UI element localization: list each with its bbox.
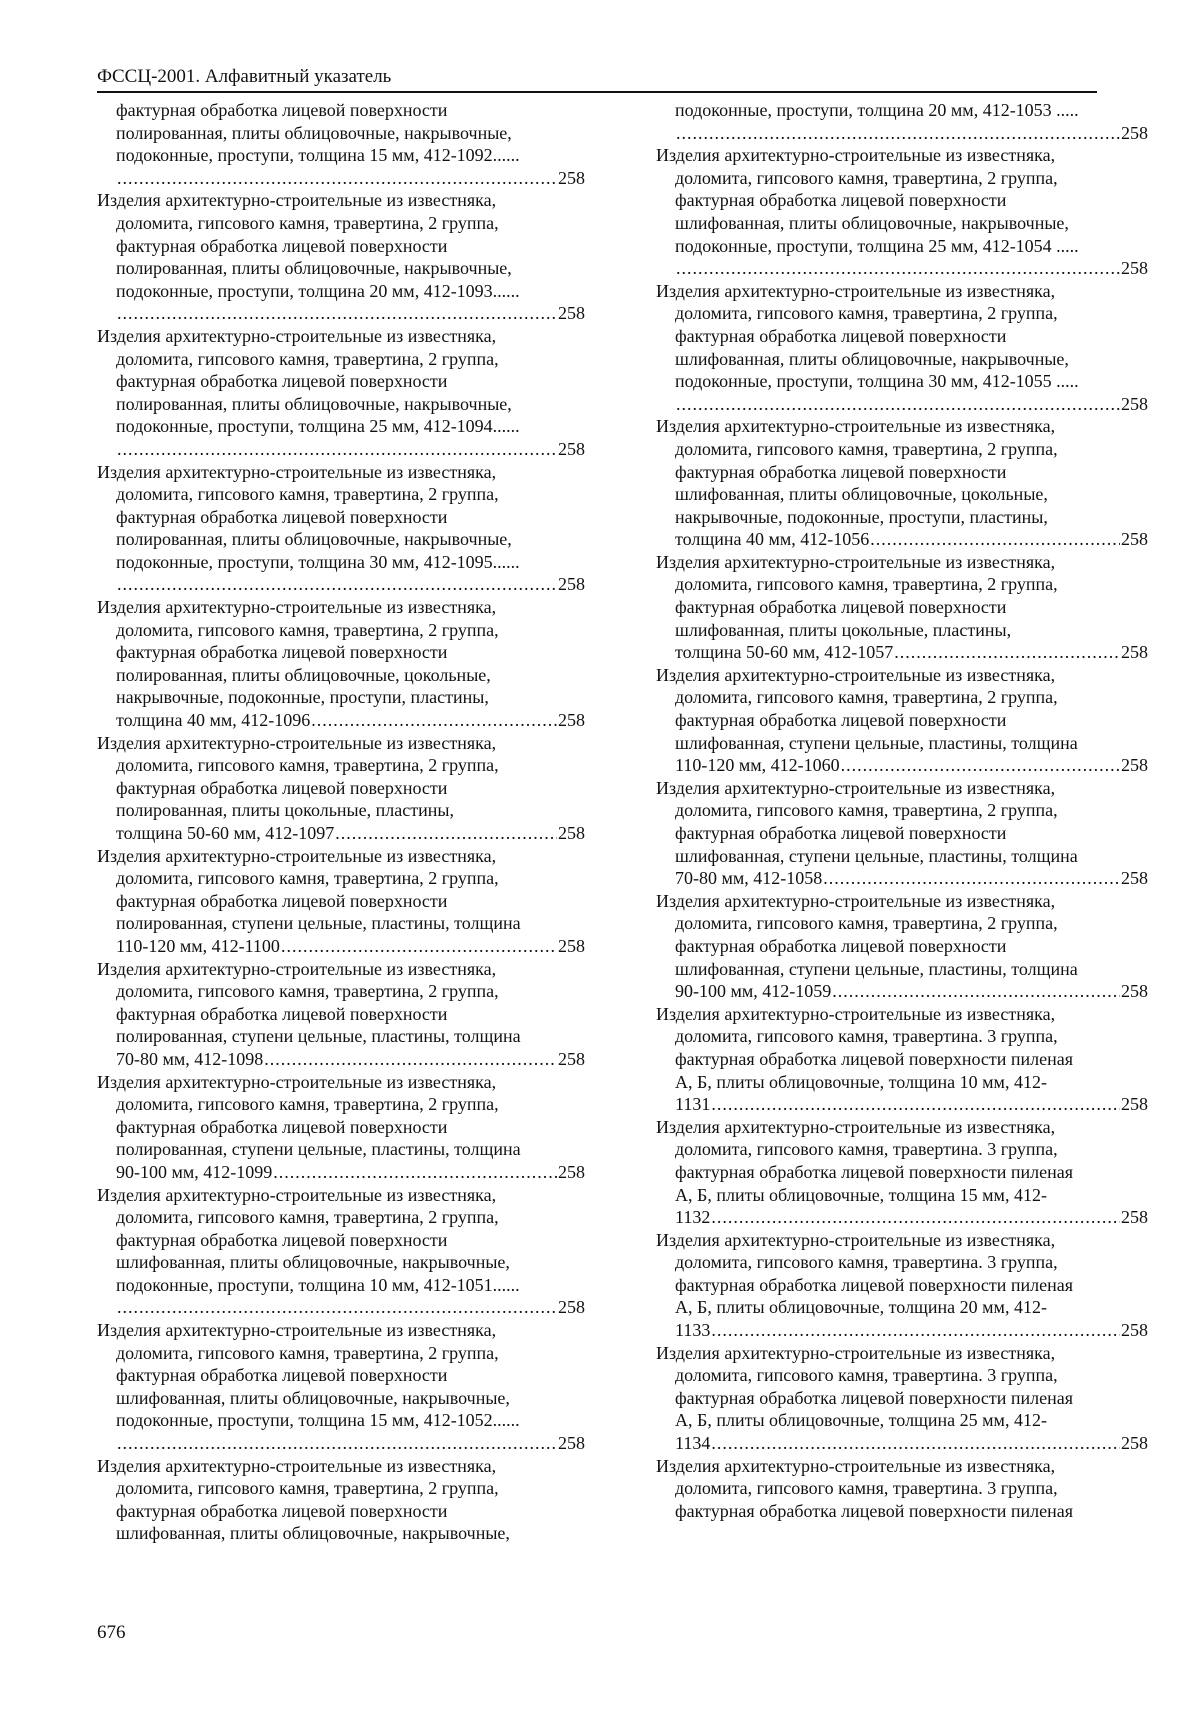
entry-line: шлифованная, плиты облицовочные, цокольные, [675, 484, 1048, 505]
entry-lead-text: 110-120 мм, 412-1100 [116, 935, 280, 956]
entry-line: фактурная обработка лицевой поверхности пиленая [675, 1500, 1074, 1521]
entry-line: фактурная обработка лицевой поверхности [116, 642, 448, 663]
index-entry [97, 596, 585, 732]
entry-leader-line [675, 980, 1148, 1003]
entry-leader-line [675, 257, 1148, 280]
index-entry [97, 325, 585, 461]
leader-dots [117, 1296, 557, 1319]
entry-line: шлифованная, плиты облицовочные, накрывочные, [116, 1387, 510, 1408]
entry-line: доломита, гипсового камня, травертина. 3 группа, [675, 1365, 1058, 1386]
entry-line: Изделия архитектурно-строительные из известняка, [656, 1116, 1056, 1137]
entry-line: доломита, гипсового камня, травертина. 3 группа, [675, 1478, 1058, 1499]
leader-dots [281, 935, 557, 958]
entry-line: фактурная обработка лицевой поверхности [116, 890, 448, 911]
entry-line: доломита, гипсового камня, травертина, 2 группа, [675, 687, 1058, 708]
entry-line: фактурная обработка лицевой поверхности пиленая [675, 1274, 1074, 1295]
index-entry [97, 1319, 585, 1455]
entry-line: доломита, гипсового камня, травертина, 2 группа, [116, 212, 499, 233]
index-entry [97, 958, 585, 1071]
leader-dots [117, 573, 557, 596]
entry-page-ref: 258 [558, 1433, 585, 1454]
entry-line: полированная, плиты облицовочные, накрывочные, [116, 529, 512, 550]
entry-line: доломита, гипсового камня, травертина, 2 группа, [675, 913, 1058, 934]
index-entry [656, 280, 1148, 416]
entry-leader-line [675, 754, 1148, 777]
entry-leader-line [675, 641, 1148, 664]
entry-lead-text: 1134 [675, 1433, 711, 1454]
entry-line: полированная, ступени цельные, пластины, толщина [116, 1026, 521, 1047]
entry-line: Изделия архитектурно-строительные из известняка, [656, 145, 1056, 166]
leader-dots [676, 122, 1120, 145]
entry-line: доломита, гипсового камня, травертина. 3 группа, [675, 1026, 1058, 1047]
entry-line: подоконные, проступи, толщина 30 мм, 412-1095...... [116, 551, 520, 572]
entry-leader-line [675, 393, 1148, 416]
entry-line: А, Б, плиты облицовочные, толщина 25 мм, 412- [675, 1410, 1047, 1431]
leader-dots [117, 302, 557, 325]
entry-page-ref: 258 [1121, 642, 1148, 663]
entry-line: доломита, гипсового камня, травертина, 2 группа, [675, 800, 1058, 821]
entry-page-ref: 258 [558, 438, 585, 459]
entry-line: подоконные, проступи, толщина 25 мм, 412-1094...... [116, 416, 520, 437]
entry-line: доломита, гипсового камня, травертина, 2 группа, [675, 167, 1058, 188]
entry-line: доломита, гипсового камня, травертина, 2 группа, [116, 1342, 499, 1363]
entry-leader-line [116, 1432, 585, 1455]
entry-line: фактурная обработка лицевой поверхности [675, 461, 1007, 482]
entry-line: доломита, гипсового камня, травертина, 2 группа, [116, 981, 499, 1002]
entry-page-ref: 258 [1121, 1094, 1148, 1115]
entry-line: Изделия архитектурно-строительные из известняка, [97, 325, 497, 346]
entry-leader-line [116, 1161, 585, 1184]
entry-lead-text: толщина 40 мм, 412-1096 [116, 710, 311, 731]
leader-dots [311, 709, 557, 732]
entry-line: шлифованная, ступени цельные, пластины, толщина [675, 732, 1078, 753]
entry-line: Изделия архитектурно-строительные из известняка, [656, 1342, 1056, 1363]
leader-dots [711, 1432, 1120, 1455]
entry-page-ref: 258 [558, 1161, 585, 1182]
entry-line: фактурная обработка лицевой поверхности пиленая [675, 1048, 1074, 1069]
entry-page-ref: 258 [1121, 122, 1148, 143]
entry-line: Изделия архитектурно-строительные из известняка, [97, 597, 497, 618]
entry-page-ref: 258 [1121, 1207, 1148, 1228]
index-entry [656, 1455, 1148, 1523]
entry-line: шлифованная, ступени цельные, пластины, толщина [675, 845, 1078, 866]
entry-line: доломита, гипсового камня, травертина, 2 группа, [116, 868, 499, 889]
entry-line: полированная, плиты облицовочные, накрывочные, [116, 258, 512, 279]
entry-page-ref: 258 [1121, 393, 1148, 414]
entry-leader-line [675, 1432, 1148, 1455]
index-entry [97, 845, 585, 958]
entry-line: фактурная обработка лицевой поверхности [116, 100, 448, 120]
entry-leader-line [116, 822, 585, 845]
entry-line: фактурная обработка лицевой поверхности [116, 1365, 448, 1386]
index-entry [656, 1003, 1148, 1116]
entry-lead-text: 110-120 мм, 412-1060 [675, 755, 840, 776]
entry-line: шлифованная, ступени цельные, пластины, толщина [675, 958, 1078, 979]
entry-lead-text: 70-80 мм, 412-1058 [675, 868, 823, 889]
entry-leader-line [675, 528, 1148, 551]
entry-line: фактурная обработка лицевой поверхности пиленая [675, 1387, 1074, 1408]
leader-dots [711, 1093, 1120, 1116]
header-rule [97, 91, 1097, 93]
entry-page-ref: 258 [558, 935, 585, 956]
entry-leader-line [116, 167, 585, 190]
index-entry [97, 1071, 585, 1184]
entry-line: А, Б, плиты облицовочные, толщина 10 мм, 412- [675, 1071, 1047, 1092]
entry-line: Изделия архитектурно-строительные из известняка, [656, 890, 1056, 911]
entry-line: накрывочные, подоконные, проступи, пластины, [675, 506, 1048, 527]
entry-leader-line [116, 438, 585, 461]
index-entry [656, 664, 1148, 777]
entry-page-ref: 258 [1121, 529, 1148, 550]
entry-page-ref: 258 [1121, 755, 1148, 776]
entry-line: шлифованная, плиты облицовочные, накрывочные, [675, 348, 1069, 369]
entry-line: доломита, гипсового камня, травертина, 2 группа, [675, 303, 1058, 324]
leader-dots [676, 257, 1120, 280]
entry-line: шлифованная, плиты облицовочные, накрывочные, [116, 1252, 510, 1273]
entry-line: подоконные, проступи, толщина 15 мм, 412-1052...... [116, 1410, 520, 1431]
leader-dots [273, 1161, 557, 1184]
entry-line: фактурная обработка лицевой поверхности [116, 371, 448, 392]
entry-line: подоконные, проступи, толщина 15 мм, 412-1092...... [116, 145, 520, 166]
entry-line: фактурная обработка лицевой поверхности [675, 325, 1007, 346]
index-entry [656, 551, 1148, 664]
entry-leader-line [116, 1048, 585, 1071]
entry-line: фактурная обработка лицевой поверхности [675, 823, 1007, 843]
entry-lead-text: 90-100 мм, 412-1099 [116, 1161, 273, 1182]
entry-line: подоконные, проступи, толщина 20 мм, 412-1053 ..... [675, 100, 1079, 120]
index-entry [656, 1229, 1148, 1342]
entry-page-ref: 258 [558, 167, 585, 188]
entry-leader-line [675, 122, 1148, 145]
entry-line: фактурная обработка лицевой поверхности [116, 1500, 448, 1521]
entry-page-ref: 258 [1121, 981, 1148, 1002]
entry-line: фактурная обработка лицевой поверхности [116, 1229, 448, 1250]
entry-line: подоконные, проступи, толщина 30 мм, 412-1055 ..... [675, 371, 1079, 392]
leader-dots [832, 980, 1120, 1003]
entry-line: доломита, гипсового камня, травертина, 2 группа, [675, 574, 1058, 595]
index-column-left [97, 99, 585, 1545]
entry-page-ref: 258 [558, 710, 585, 731]
entry-line: Изделия архитектурно-строительные из известняка, [656, 416, 1056, 437]
entry-line: Изделия архитектурно-строительные из известняка, [656, 1229, 1056, 1250]
entry-line: доломита, гипсового камня, травертина, 2 группа, [116, 755, 499, 776]
entry-page-ref: 258 [1121, 1433, 1148, 1454]
leader-dots [264, 1048, 557, 1071]
index-entry [97, 99, 585, 189]
index-entry [97, 1184, 585, 1320]
index-entry [656, 1342, 1148, 1455]
entry-line: Изделия архитектурно-строительные из известняка, [97, 845, 497, 866]
entry-line: подоконные, проступи, толщина 20 мм, 412-1093...... [116, 280, 520, 301]
entry-line: доломита, гипсового камня, травертина, 2 группа, [116, 1207, 499, 1228]
entry-page-ref: 258 [558, 823, 585, 843]
entry-line: фактурная обработка лицевой поверхности [116, 1003, 448, 1024]
entry-lead-text: толщина 50-60 мм, 412-1057 [675, 642, 894, 663]
leader-dots [335, 822, 557, 845]
entry-line: подоконные, проступи, толщина 10 мм, 412-1051...... [116, 1274, 520, 1295]
entry-line: фактурная обработка лицевой поверхности [116, 1116, 448, 1137]
entry-leader-line [675, 1093, 1148, 1116]
entry-page-ref: 258 [558, 1048, 585, 1069]
entry-line: Изделия архитектурно-строительные из известняка, [97, 461, 497, 482]
leader-dots [870, 528, 1120, 551]
entry-line: А, Б, плиты облицовочные, толщина 15 мм, 412- [675, 1184, 1047, 1205]
leader-dots [117, 438, 557, 461]
entry-line: полированная, ступени цельные, пластины, толщина [116, 1139, 521, 1160]
index-entry [97, 461, 585, 597]
leader-dots [676, 393, 1120, 416]
entry-line: Изделия архитектурно-строительные из известняка, [656, 777, 1056, 798]
entry-line: шлифованная, плиты облицовочные, накрывочные, [675, 212, 1069, 233]
entry-line: фактурная обработка лицевой поверхности [116, 235, 448, 256]
page-number: 676 [97, 1622, 126, 1643]
leader-dots [711, 1319, 1120, 1342]
entry-line: фактурная обработка лицевой поверхности [116, 506, 448, 527]
entry-line: фактурная обработка лицевой поверхности [675, 190, 1007, 211]
entry-line: А, Б, плиты облицовочные, толщина 20 мм, 412- [675, 1297, 1047, 1318]
leader-dots [841, 754, 1120, 777]
entry-line: доломита, гипсового камня, травертина, 2 группа, [116, 1094, 499, 1115]
entry-lead-text: 90-100 мм, 412-1059 [675, 981, 832, 1002]
entry-line: фактурная обработка лицевой поверхности [675, 935, 1007, 956]
entry-line: шлифованная, плиты облицовочные, накрывочные, [116, 1523, 510, 1544]
entry-line: подоконные, проступи, толщина 25 мм, 412-1054 ..... [675, 235, 1079, 256]
entry-leader-line [116, 302, 585, 325]
entry-page-ref: 258 [1121, 868, 1148, 889]
index-entry [656, 99, 1148, 144]
entry-line: доломита, гипсового камня, травертина, 2 группа, [116, 348, 499, 369]
entry-line: доломита, гипсового камня, травертина, 2 группа, [116, 619, 499, 640]
entry-line: Изделия архитектурно-строительные из известняка, [656, 1455, 1056, 1476]
index-entry [656, 890, 1148, 1003]
index-entry [656, 777, 1148, 890]
entry-leader-line [675, 1319, 1148, 1342]
entry-line: накрывочные, подоконные, проступи, пластины, [116, 687, 489, 708]
entry-lead-text: толщина 40 мм, 412-1056 [675, 529, 870, 550]
leader-dots [711, 1206, 1120, 1229]
entry-leader-line [116, 573, 585, 596]
entry-line: полированная, ступени цельные, пластины, толщина [116, 913, 521, 934]
leader-dots [117, 167, 557, 190]
entry-page-ref: 258 [558, 303, 585, 324]
entry-line: Изделия архитектурно-строительные из известняка, [97, 1071, 497, 1092]
entry-line: полированная, плиты облицовочные, накрывочные, [116, 122, 512, 143]
entry-line: доломита, гипсового камня, травертина, 2 группа, [675, 438, 1058, 459]
leader-dots [823, 867, 1120, 890]
entry-line: полированная, плиты облицовочные, цокольные, [116, 664, 491, 685]
entry-leader-line [116, 935, 585, 958]
entry-line: полированная, плиты цокольные, пластины, [116, 800, 454, 821]
leader-dots [894, 641, 1120, 664]
entry-line: доломита, гипсового камня, травертина, 2 группа, [116, 1478, 499, 1499]
entry-line: полированная, плиты облицовочные, накрывочные, [116, 393, 512, 414]
entry-line: Изделия архитектурно-строительные из известняка, [97, 190, 497, 211]
entry-line: доломита, гипсового камня, травертина. 3 группа, [675, 1252, 1058, 1273]
entry-line: фактурная обработка лицевой поверхности [675, 597, 1007, 618]
entry-leader-line [675, 1206, 1148, 1229]
entry-line: фактурная обработка лицевой поверхности [116, 777, 448, 798]
entry-page-ref: 258 [1121, 258, 1148, 279]
index-entry [656, 1116, 1148, 1229]
index-entry [97, 189, 585, 325]
page-header: ФССЦ-2001. Алфавитный указатель [97, 66, 392, 87]
entry-leader-line [116, 1296, 585, 1319]
entry-line: доломита, гипсового камня, травертина, 2 группа, [116, 484, 499, 505]
index-entry [97, 1455, 585, 1545]
entry-line: Изделия архитектурно-строительные из известняка, [656, 1003, 1056, 1024]
leader-dots [117, 1432, 557, 1455]
entry-line: фактурная обработка лицевой поверхности пиленая [675, 1161, 1074, 1182]
entry-line: шлифованная, плиты цокольные, пластины, [675, 619, 1012, 640]
entry-page-ref: 258 [558, 574, 585, 595]
entry-line: Изделия архитектурно-строительные из известняка, [656, 551, 1056, 572]
index-column-right [656, 99, 1148, 1522]
entry-lead-text: 1131 [675, 1094, 711, 1115]
entry-line: Изделия архитектурно-строительные из известняка, [656, 280, 1056, 301]
entry-line: Изделия архитектурно-строительные из известняка, [97, 958, 497, 979]
entry-line: Изделия архитектурно-строительные из известняка, [97, 1455, 497, 1476]
index-entry [656, 144, 1148, 280]
entry-line: Изделия архитектурно-строительные из известняка, [97, 1320, 497, 1341]
entry-line: Изделия архитектурно-строительные из известняка, [97, 1184, 497, 1205]
entry-leader-line [116, 709, 585, 732]
entry-lead-text: толщина 50-60 мм, 412-1097 [116, 823, 335, 843]
entry-lead-text: 70-80 мм, 412-1098 [116, 1048, 264, 1069]
entry-line: доломита, гипсового камня, травертина. 3 группа, [675, 1139, 1058, 1160]
index-entry [656, 415, 1148, 551]
entry-line: Изделия архитектурно-строительные из известняка, [97, 732, 497, 753]
entry-leader-line [675, 867, 1148, 890]
entry-line: Изделия архитектурно-строительные из известняка, [656, 664, 1056, 685]
entry-lead-text: 1132 [675, 1207, 711, 1228]
entry-page-ref: 258 [558, 1297, 585, 1318]
entry-page-ref: 258 [1121, 1320, 1148, 1341]
index-entry [97, 732, 585, 845]
entry-lead-text: 1133 [675, 1320, 711, 1341]
entry-line: фактурная обработка лицевой поверхности [675, 710, 1007, 731]
